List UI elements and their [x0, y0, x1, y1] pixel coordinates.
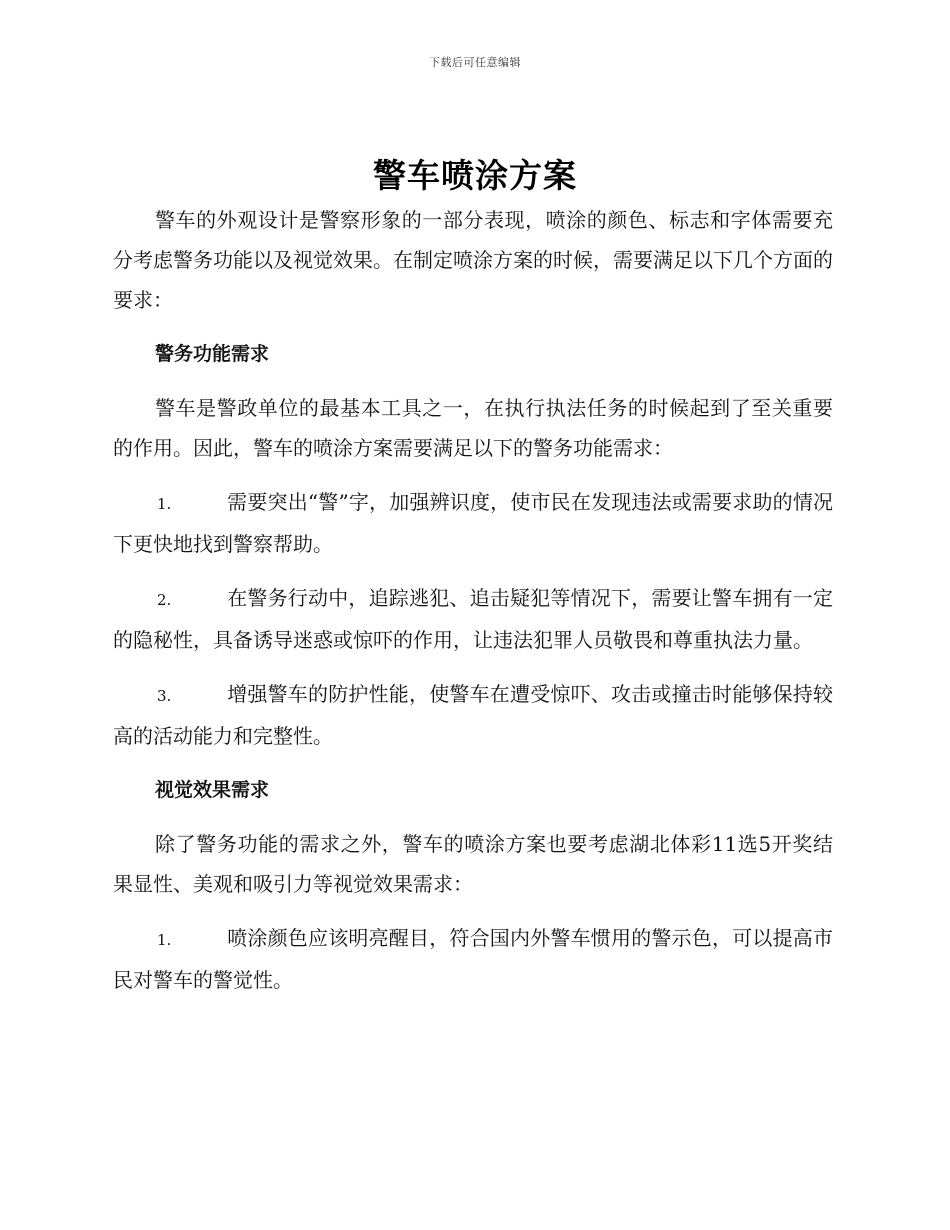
section-paragraph: 除了警务功能的需求之外，警车的喷涂方案也要考虑湖北体彩11选5开奖结果显性、美观和吸引力等视觉效果需求：: [113, 832, 833, 896]
intro-paragraph: 警车的外观设计是警察形象的一部分表现，喷涂的颜色、标志和字体需要充分考虑警务功能以及视觉效果。在制定喷涂方案的时候，需要满足以下几个方面的要求：: [113, 208, 833, 312]
list-number: 3.: [157, 687, 172, 705]
list-number: 1.: [157, 931, 172, 949]
document-body: [113, 200, 833, 1014]
document-title: 警车喷涂方案: [373, 156, 577, 195]
list-item: [113, 482, 833, 564]
list-number: 1.: [157, 495, 172, 513]
section-heading-police-function: 警务功能需求: [155, 343, 270, 365]
section-paragraph: 警车是警政单位的最基本工具之一，在执行执法任务的时候起到了至关重要的作用。因此，警车的喷涂方案需要满足以下的警务功能需求：: [113, 396, 833, 460]
list-item-text: 需要突出“警”字，加强辨识度，使市民在发现违法或需要求助的情况下更快地找到警察帮助。: [113, 490, 833, 556]
list-item: [113, 578, 833, 660]
list-item-text: 在警务行动中，追踪逃犯、追击疑犯等情况下，需要让警车拥有一定的隐秘性，具备诱导迷惑或惊吓的作用，让违法犯罪人员敬畏和尊重执法力量。: [113, 586, 833, 652]
list-item: [113, 674, 833, 756]
list-item: [113, 918, 833, 1000]
header-note: 下载后可任意编辑: [429, 56, 521, 69]
list-item-text: 喷涂颜色应该明亮醒目，符合国内外警车惯用的警示色，可以提高市民对警车的警觉性。: [113, 926, 833, 992]
section-heading-visual-effect: 视觉效果需求: [155, 779, 270, 801]
list-item-text: 增强警车的防护性能，使警车在遭受惊吓、攻击或撞击时能够保持较高的活动能力和完整性。: [113, 682, 833, 748]
list-number: 2.: [157, 591, 172, 609]
